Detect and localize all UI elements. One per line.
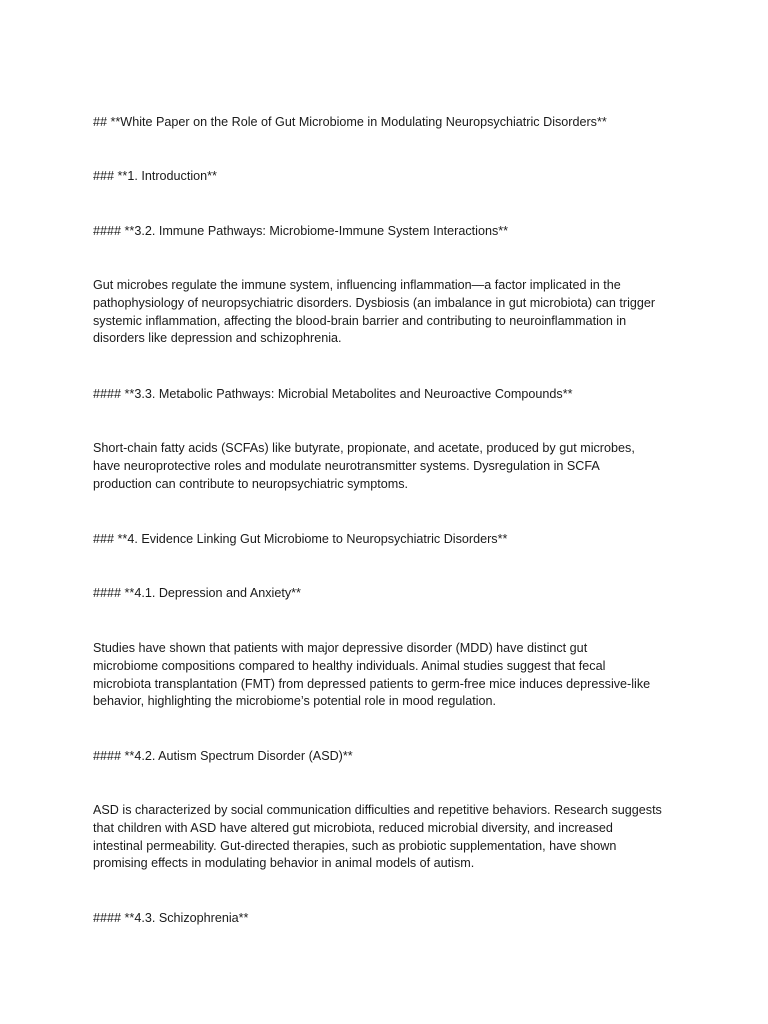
section-heading-schizophrenia: #### **4.3. Schizophrenia** (93, 911, 249, 925)
paragraph-line: microbiome compositions compared to healthy individuals. Animal studies suggest that fecal (93, 658, 606, 673)
paragraph-metabolic-pathways (93, 440, 683, 493)
paragraph-autism (93, 802, 683, 873)
section-heading-introduction: ### **1. Introduction** (93, 169, 217, 183)
document-title: ## **White Paper on the Role of Gut Microbiome in Modulating Neuropsychiatric Disorders** (93, 115, 607, 129)
section-heading-autism: #### **4.2. Autism Spectrum Disorder (ASD)** (93, 749, 353, 763)
paragraph-line: promising effects in modulating behavior in animal models of autism. (93, 856, 475, 871)
paragraph-line: behavior, highlighting the microbiome’s potential role in mood regulation. (93, 694, 497, 709)
paragraph-line: have neuroprotective roles and modulate neurotransmitter systems. Dysregulation in SCFA (93, 458, 600, 473)
section-heading-immune-pathways: #### **3.2. Immune Pathways: Microbiome-Immune System Interactions** (93, 224, 509, 238)
paragraph-line: Short-chain fatty acids (SCFAs) like butyrate, propionate, and acetate, produced by gut microbes, (93, 441, 635, 455)
section-heading-evidence: ### **4. Evidence Linking Gut Microbiome to Neuropsychiatric Disorders** (93, 532, 508, 546)
paragraph-depression-anxiety (93, 640, 683, 711)
paragraph-line: ASD is characterized by social communication difficulties and repetitive behaviors. Research suggests (93, 803, 662, 817)
paragraph-line: pathophysiology of neuropsychiatric disorders. Dysbiosis (an imbalance in gut microbiota) can trigger (93, 295, 656, 310)
section-heading-metabolic-pathways: #### **3.3. Metabolic Pathways: Microbial Metabolites and Neuroactive Compounds** (93, 387, 573, 401)
paragraph-immune-pathways (93, 277, 683, 348)
paragraph-line: systemic inflammation, affecting the blood-brain barrier and contributing to neuroinflammation in (93, 313, 627, 328)
paragraph-line: that children with ASD have altered gut microbiota, reduced microbial diversity, and increased (93, 820, 613, 835)
paragraph-line: intestinal permeability. Gut-directed therapies, such as probiotic supplementation, have shown (93, 838, 617, 853)
section-heading-depression-anxiety: #### **4.1. Depression and Anxiety** (93, 586, 301, 600)
paragraph-line: Studies have shown that patients with major depressive disorder (MDD) have distinct gut (93, 641, 588, 655)
paragraph-line: Gut microbes regulate the immune system, influencing inflammation—a factor implicated in the (93, 278, 621, 292)
paragraph-line: disorders like depression and schizophrenia. (93, 331, 342, 346)
paragraph-line: microbiota transplantation (FMT) from depressed patients to germ-free mice induces depressive-like (93, 676, 651, 691)
paragraph-line: production can contribute to neuropsychiatric symptoms. (93, 476, 408, 491)
